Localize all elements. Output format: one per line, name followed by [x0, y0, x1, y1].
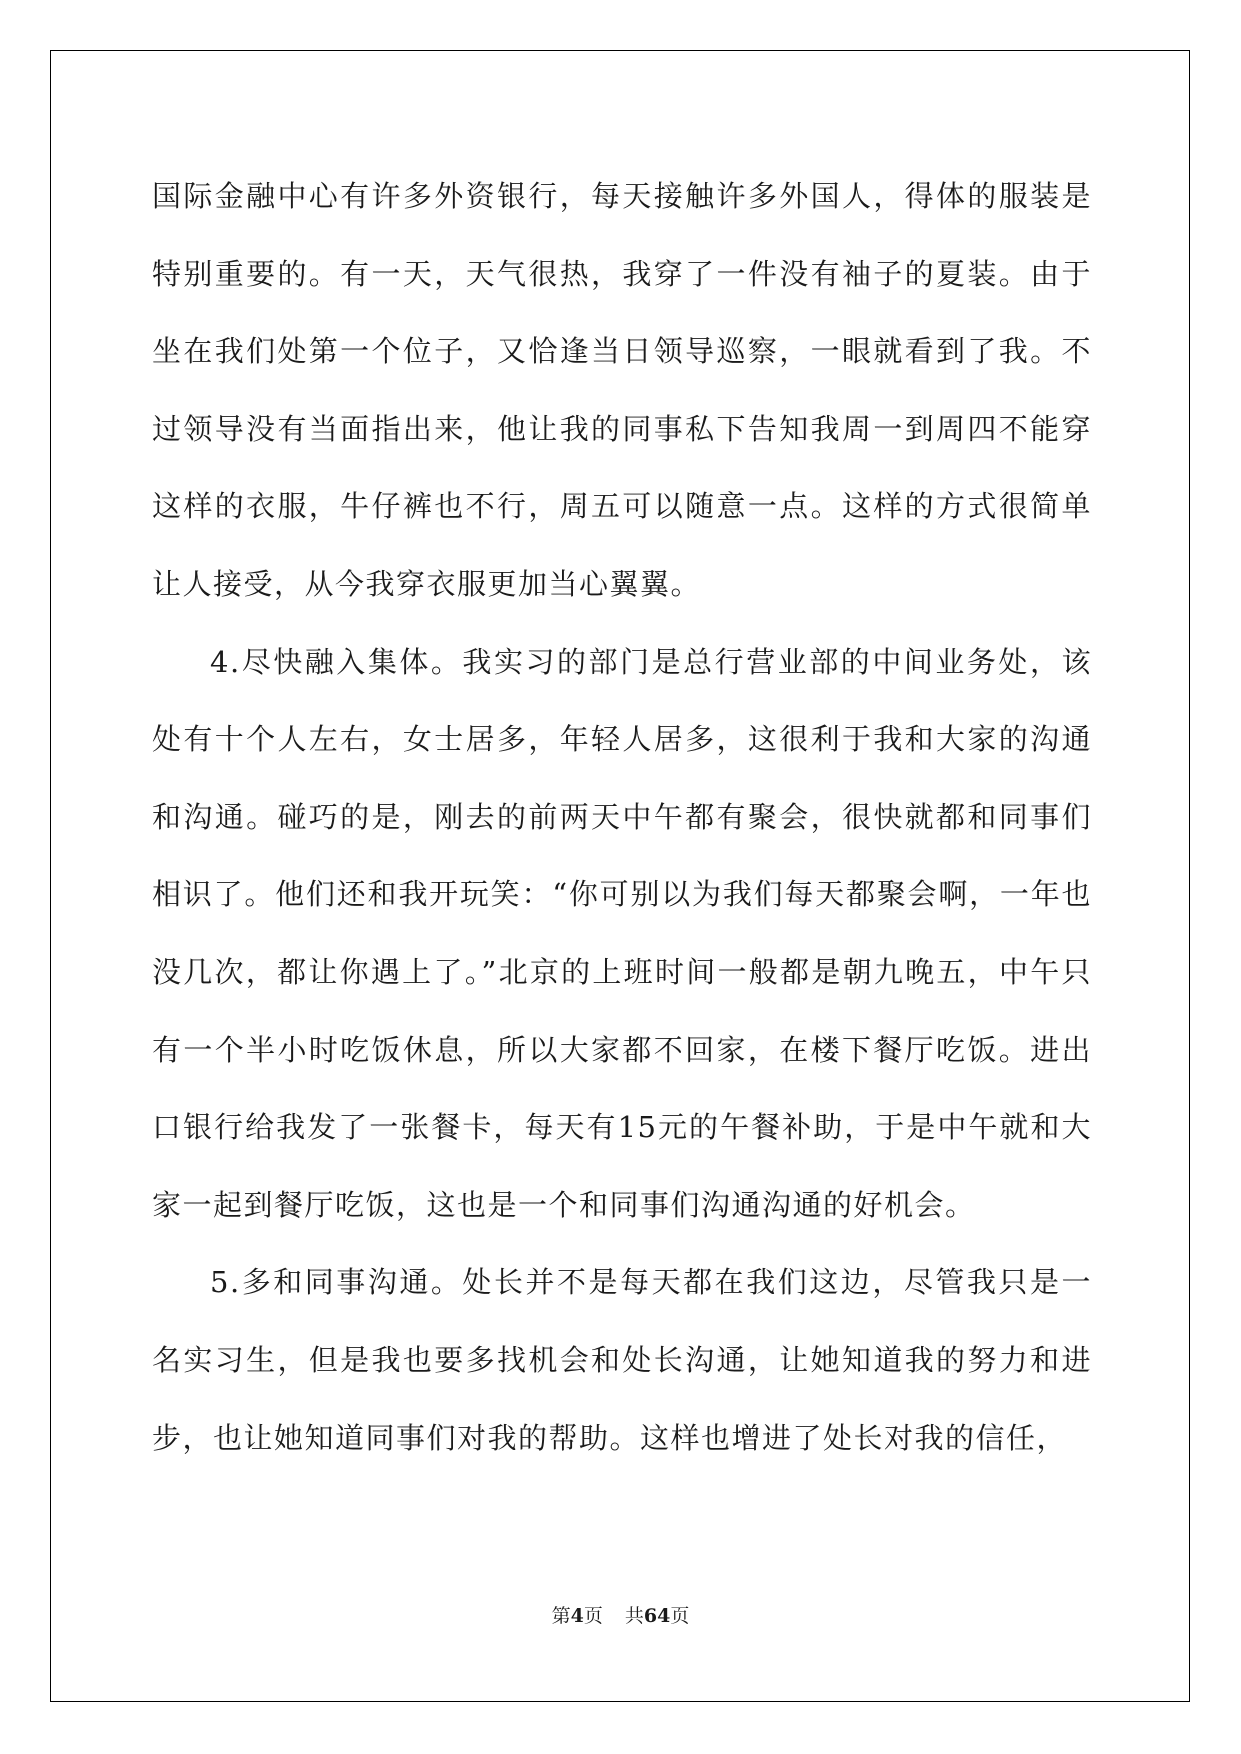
paragraph: 国际金融中心有许多外资银行，每天接触许多外国人，得体的服装是特别重要的。有一天，天气很热，我穿了一件没有袖子的夏装。由于坐在我们处第一个位子，又恰逢当日领导巡察，一眼就看到了我。不过领导没有当面指出来，他让我的同事私下告知我周一到周四不能穿这样的衣服，牛仔裤也不行，周五可以随意一点。这样的方式很简单让人接受，从今我穿衣服更加当心翼翼。 [152, 179, 1092, 601]
page-footer [0, 1604, 1241, 1628]
document-body [152, 158, 1092, 1477]
total-suffix: 页 [670, 1605, 690, 1627]
page-suffix: 页 [583, 1605, 603, 1627]
paragraph: 5.多和同事沟通。处长并不是每天都在我们这边，尽管我只是一名实习生，但是我也要多找机会和处长沟通，让她知道我的努力和进步，也让她知道同事们对我的帮助。这样也增进了处长对我的信任， [152, 1265, 1092, 1455]
total-pages: 64 [643, 1605, 671, 1627]
page-number: 4 [570, 1605, 584, 1627]
page-prefix: 第 [551, 1605, 571, 1627]
paragraph: 4.尽快融入集体。我实习的部门是总行营业部的中间业务处，该处有十个人左右，女士居多，年轻人居多，这很利于我和大家的沟通和沟通。碰巧的是，刚去的前两天中午都有聚会，很快就都和同事们相识了。他们还和我开玩笑：“你可别以为我们每天都聚会啊，一年也没几次，都让你遇上了。”北京的上班时间一般都是朝九晚五，中午只有一个半小时吃饭休息，所以大家都不回家，在楼下餐厅吃饭。进出口银行给我发了一张餐卡，每天有15元的午餐补助，于是中午就和大家一起到餐厅吃饭，这也是一个和同事们沟通沟通的好机会。 [152, 644, 1092, 1222]
total-prefix: 共 [624, 1605, 644, 1627]
